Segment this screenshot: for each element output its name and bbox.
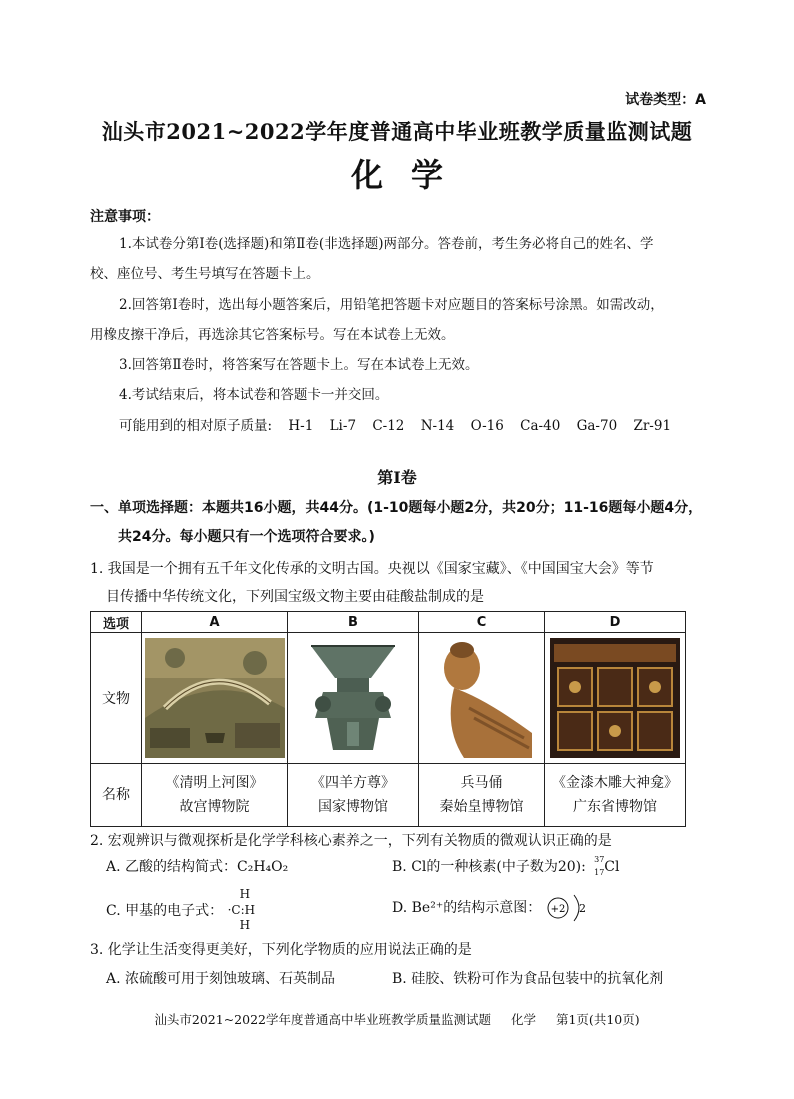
footer-title: 汕头市2021~2022学年度普通高中毕业班教学质量监测试题 bbox=[154, 1012, 491, 1027]
section1-heading-cont: 共24分。每小题只有一个选项符合要求。) bbox=[118, 529, 375, 545]
question-1-stem-cont: 目传播中华传统文化，下列国宝级文物主要由硅酸盐制成的是 bbox=[106, 589, 484, 605]
relic-name-b: 《四羊方尊》 bbox=[311, 775, 395, 791]
relic-museum-c: 秦始皇博物馆 bbox=[439, 799, 524, 815]
painting-image bbox=[145, 638, 285, 758]
question-3-option-a: A. 浓硫酸可用于刻蚀玻璃、石英制品 bbox=[106, 971, 336, 987]
relic-name-d: 《金漆木雕大神龛》 bbox=[552, 775, 678, 791]
volume-title: 第Ⅰ卷 bbox=[377, 468, 417, 487]
notice-item-4: 4.考试结束后，将本试卷和答题卡一并交回。 bbox=[119, 387, 389, 403]
question-3-stem: 3. 化学让生活变得更美好，下列化学物质的应用说法正确的是 bbox=[90, 942, 472, 958]
nuclide-notation bbox=[590, 857, 604, 875]
relic-cell-c bbox=[419, 764, 545, 827]
paper-type-label: 试卷类型：A bbox=[625, 92, 706, 108]
atomic-mass-o: O-16 bbox=[470, 418, 504, 434]
row-label-name: 名称 bbox=[91, 764, 142, 827]
atomic-mass-ca: Ca-40 bbox=[520, 418, 561, 434]
notice-item-1: 1.本试卷分第Ⅰ卷(选择题)和第Ⅱ卷(非选择题)两部分。答卷前，考生务必将自己的姓名、学 bbox=[119, 236, 654, 252]
section1-heading: 一、单项选择题：本题共16小题，共44分。(1-10题每小题2分，共20分；11-16题每小题4分， bbox=[90, 500, 703, 516]
methyl-h-top: H bbox=[239, 887, 251, 901]
option-a-text: 乙酸的结构简式： bbox=[125, 859, 238, 875]
shell-electrons: 2 bbox=[578, 902, 586, 915]
methyl-electron-formula bbox=[227, 887, 262, 932]
row-label-relic: 文物 bbox=[91, 633, 142, 764]
methyl-center: ·C:H bbox=[227, 903, 256, 917]
relic-name-a: 《清明上河图》 bbox=[165, 775, 264, 791]
relic-cell-a bbox=[142, 764, 288, 827]
nuclide-symbol: Cl bbox=[604, 859, 620, 875]
methyl-h-bottom: H bbox=[239, 918, 251, 932]
notice-item-2: 2.回答第Ⅰ卷时，选出每小题答案后，用铅笔把答题卡对应题目的答案标号涂黑。如需改动， bbox=[119, 297, 664, 313]
relic-image-a-cell bbox=[142, 633, 288, 764]
notice-item-2-cont: 用橡皮擦干净后，再选涂其它答案标号。写在本试卷上无效。 bbox=[90, 327, 455, 343]
question-2-option-c bbox=[106, 887, 262, 932]
relic-image-d-cell bbox=[545, 633, 686, 764]
table-header-b: B bbox=[288, 612, 419, 633]
nuclide-mass-number: 37 bbox=[594, 855, 605, 864]
atomic-mass-h: H-1 bbox=[288, 418, 314, 434]
option-c-text: C. 甲基的电子式： bbox=[106, 903, 224, 919]
footer-subject: 化学 bbox=[510, 1012, 536, 1027]
notice-item-1-cont: 校、座位号、考生号填写在答题卡上。 bbox=[90, 266, 320, 282]
atomic-mass-n: N-14 bbox=[420, 418, 455, 434]
relic-name-c: 兵马俑 bbox=[460, 775, 503, 791]
option-d-text: Be²⁺的结构示意图： bbox=[411, 900, 542, 916]
footer-page-number: 第1页(共10页) bbox=[555, 1012, 640, 1027]
option-d-label: D. bbox=[392, 900, 408, 916]
question-2-option-a bbox=[106, 856, 288, 876]
atomic-mass-zr: Zr-91 bbox=[633, 418, 672, 434]
table-header-option: 选项 bbox=[91, 612, 142, 633]
table-header-c: C bbox=[419, 612, 545, 633]
relic-museum-a: 故宫博物院 bbox=[179, 799, 250, 815]
subject-title: 化学 bbox=[350, 156, 471, 194]
question-2-option-b bbox=[392, 856, 620, 876]
atomic-mass-label: 可能用到的相对原子质量: bbox=[119, 418, 273, 434]
table-header-d: D bbox=[545, 612, 686, 633]
bronze-vessel-image bbox=[293, 638, 413, 758]
atomic-mass-c: C-12 bbox=[372, 418, 405, 434]
notice-title: 注意事项： bbox=[90, 209, 160, 225]
relic-cell-d bbox=[545, 764, 686, 827]
terracotta-warrior-image bbox=[424, 638, 539, 758]
relic-image-c-cell bbox=[419, 633, 545, 764]
atomic-mass-line bbox=[119, 411, 683, 441]
page-footer bbox=[0, 1010, 794, 1028]
nucleus-charge: +2 bbox=[550, 904, 566, 915]
option-b-text: B. Cl的一种核素(中子数为20): bbox=[392, 859, 586, 875]
question-1-stem: 1. 我国是一个拥有五千年文化传承的文明古国。央视以《国家宝藏》、《中国国宝大会》等节 bbox=[90, 561, 654, 577]
atomic-mass-li: Li-7 bbox=[329, 418, 357, 434]
option-a-label: A. bbox=[106, 859, 121, 875]
notice-item-3: 3.回答第Ⅱ卷时，将答案写在答题卡上。写在本试卷上无效。 bbox=[119, 357, 479, 373]
ion-structure-diagram bbox=[546, 893, 590, 923]
option-a-formula: C₂H₄O₂ bbox=[237, 859, 289, 875]
question-2-stem: 2. 宏观辨识与微观探析是化学学科核心素养之一，下列有关物质的微观认识正确的是 bbox=[90, 833, 612, 849]
carved-shrine-image bbox=[550, 638, 680, 758]
question-3-option-b: B. 硅胶、铁粉可作为食品包装中的抗氧化剂 bbox=[392, 971, 664, 987]
relic-image-b-cell bbox=[288, 633, 419, 764]
table-header-a: A bbox=[142, 612, 288, 633]
question-2-option-d bbox=[392, 893, 590, 923]
relics-table bbox=[90, 611, 686, 827]
atomic-mass-ga: Ga-70 bbox=[576, 418, 618, 434]
nuclide-atomic-number: 17 bbox=[594, 868, 605, 877]
relic-museum-d: 广东省博物馆 bbox=[573, 799, 657, 815]
exam-title: 汕头市2021~2022学年度普通高中毕业班教学质量监测试题 bbox=[101, 119, 693, 144]
relic-cell-b bbox=[288, 764, 419, 827]
relic-museum-b: 国家博物馆 bbox=[318, 799, 388, 815]
